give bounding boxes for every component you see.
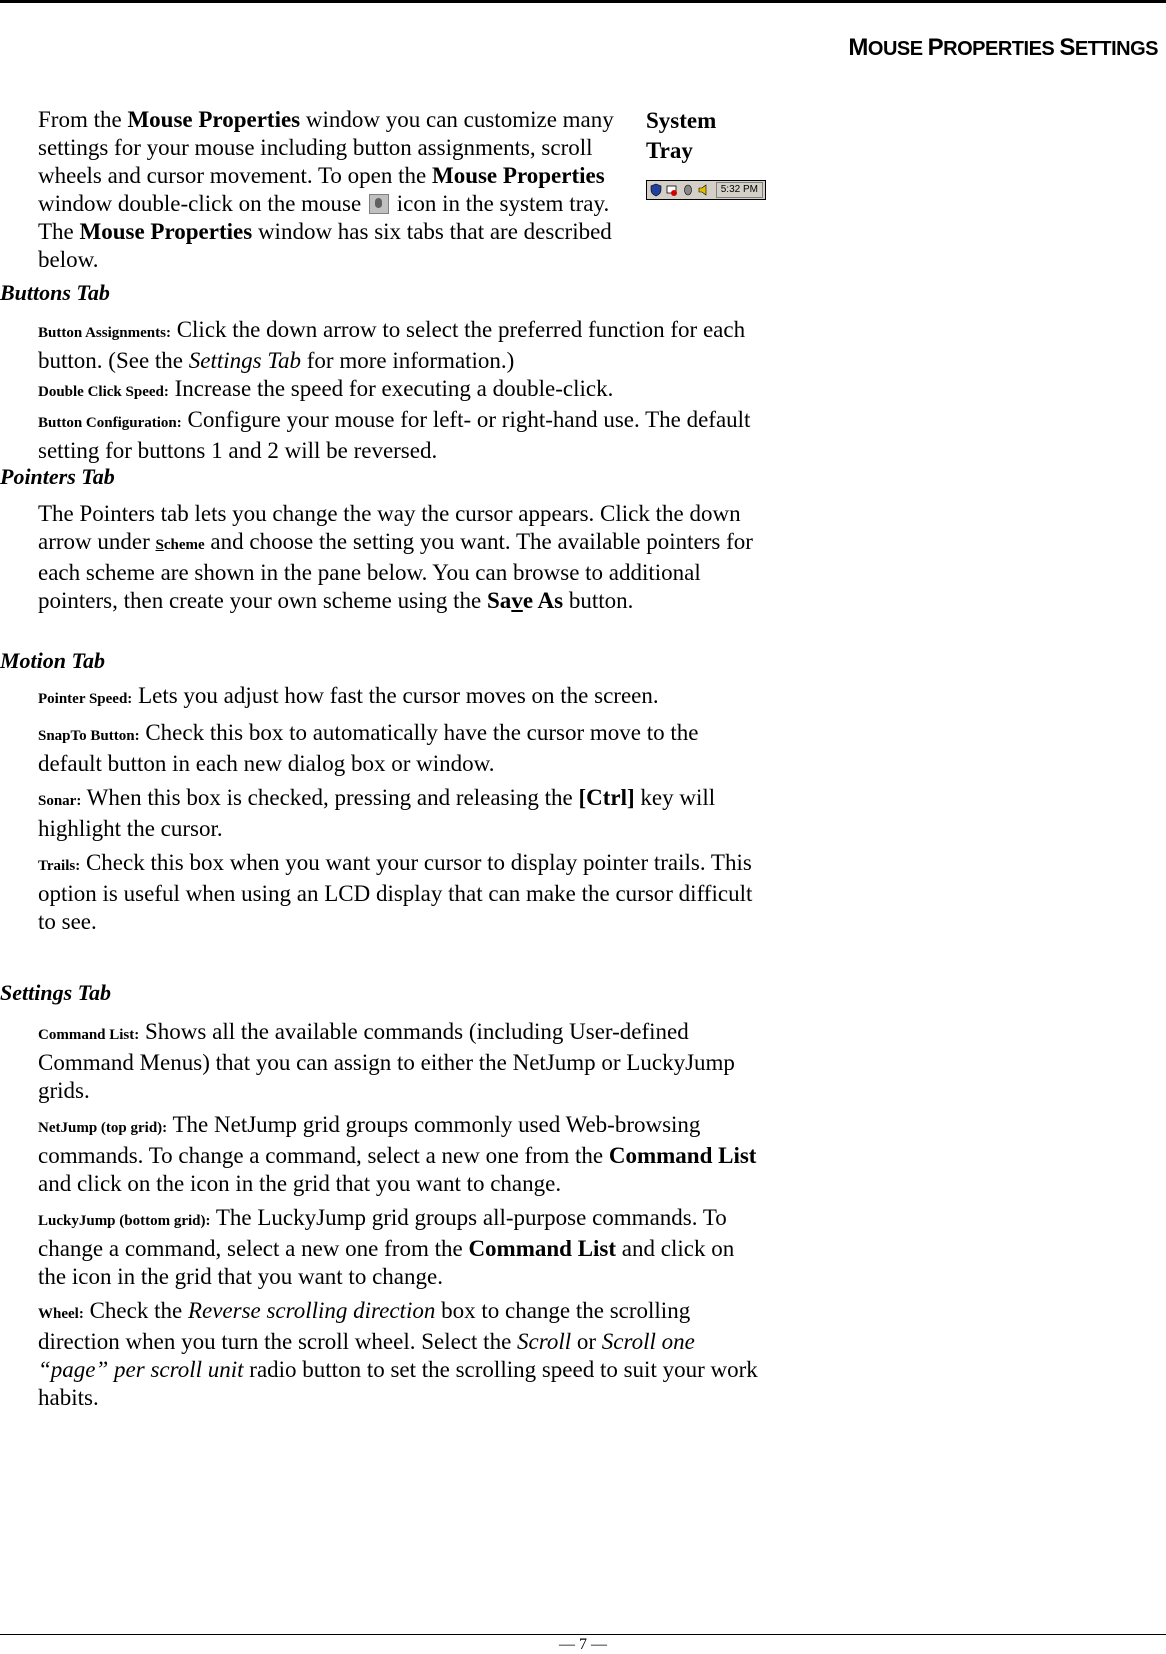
top-rule <box>0 0 1166 3</box>
page-number: — 7 — <box>559 1636 607 1653</box>
snapto-button-item: SnapTo Button: Check this box to automatically have the cursor move to the default button in each new dialog box or window. <box>38 720 699 776</box>
settings-tab-heading: Settings Tab <box>0 980 112 1005</box>
pointer-speed-item: Pointer Speed: Lets you adjust how fast the cursor moves on the screen. <box>38 683 659 708</box>
double-click-speed-item: Double Click Speed: Increase the speed for executing a double-click. <box>38 376 614 401</box>
network-icon <box>665 183 679 197</box>
button-configuration-item: Button Configuration: Configure your mouse for left- or right-hand use. The default setting for buttons 1 and 2 will be reversed. <box>38 407 751 463</box>
mouse-tray-icon <box>681 183 695 197</box>
pointers-tab-section <box>38 500 768 621</box>
system-tray-image <box>646 180 766 200</box>
luckyjump-item: LuckyJump (bottom grid): The LuckyJump grid groups all-purpose commands. To change a command, select a new one from the Command List and click on the icon in the grid that you want to change. <box>38 1205 735 1289</box>
page-title: MOUSE PROPERTIES SETTINGS <box>848 34 1158 61</box>
button-assignments-item: Button Assignments: Click the down arrow to select the preferred function for each button. (See the Settings Tab for more information.) <box>38 317 746 373</box>
mouse-icon <box>369 194 389 214</box>
netjump-item: NetJump (top grid): The NetJump grid groups commonly used Web-browsing commands. To change a command, select a new one from the Command List and click on the icon in the grid that you want to change. <box>38 1112 757 1196</box>
command-list-item: Command List: Shows all the available commands (including User-defined Command Menus) that you can assign to either the NetJump or LuckyJump grids. <box>38 1019 735 1103</box>
buttons-tab-section <box>38 316 768 471</box>
sonar-item: Sonar: When this box is checked, pressing and releasing the [Ctrl] key will highlight the cursor. <box>38 785 716 841</box>
motion-tab-heading: Motion Tab <box>0 648 105 673</box>
tray-clock: 5:32 PM <box>716 182 763 198</box>
buttons-tab-heading: Buttons Tab <box>0 280 110 305</box>
trails-item: Trails: Check this box when you want your cursor to display pointer trails. This option is useful when using an LCD display that can make the cursor difficult to see. <box>38 850 753 934</box>
footer-rule <box>0 1634 1166 1635</box>
wheel-item: Wheel: Check the Reverse scrolling direction box to change the scrolling direction when you turn the scroll wheel. Select the Scroll or Scroll one “page” per scroll unit radio button to set the scrolling speed to suit your work habits. <box>38 1298 758 1410</box>
motion-tab-section <box>38 682 768 942</box>
volume-icon <box>697 183 711 197</box>
system-tray-caption: System Tray <box>646 108 717 163</box>
pointers-tab-heading: Pointers Tab <box>0 464 115 489</box>
pointers-description: The Pointers tab lets you change the way the cursor appears. Click the down arrow under Scheme and choose the setting you want. The available pointers for each scheme are shown in the pane below. You can browse to additional pointers, then create your own scheme using the Save As button. <box>38 501 753 613</box>
intro-paragraph: From the Mouse Properties window you can customize many settings for your mouse including button assignments, scroll wheels and cursor movement. To open the Mouse Properties window double-click on the mouse icon in the system tray. The Mouse Properties window has six tabs that are described below. <box>38 107 614 272</box>
settings-tab-section <box>38 1018 768 1418</box>
shield-icon <box>649 183 663 197</box>
